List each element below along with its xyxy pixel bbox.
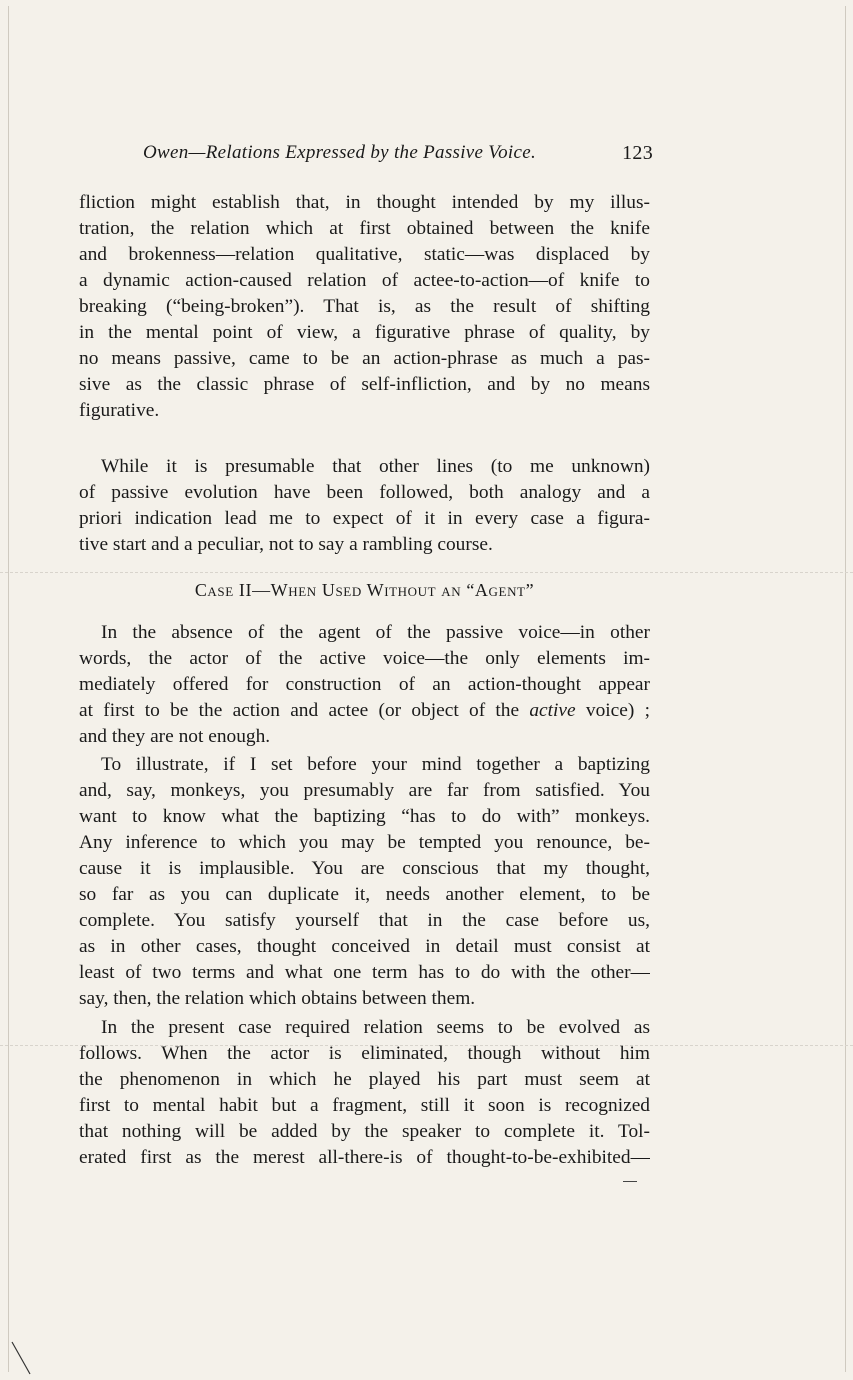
text-line: want to know what the baptizing “has to do with” monkeys. [79,806,650,827]
page-corner-mark [10,1340,32,1376]
text-line: so far as you can duplicate it, needs another element, to be [79,884,650,905]
text-line: complete. You satisfy yourself that in the case before us, [79,910,650,931]
text-line: and, say, monkeys, you presumably are far from satisfied. You [79,780,650,801]
page-number: 123 [622,142,653,164]
running-head [143,142,653,168]
text-line: In the present case required relation seems to be evolved as [101,1017,650,1038]
text-line: and they are not enough. [79,726,271,747]
paragraph [79,190,650,424]
paragraph [79,1015,650,1171]
text-line: breaking (“being-broken”). That is, as the result of shifting [79,296,650,317]
text-line: Any inference to which you may be tempted you renounce, be- [79,832,650,853]
text-line: words, the actor of the active voice—the only elements im- [79,648,650,669]
text-line: mediately offered for construction of an action-thought appear [79,674,650,695]
printer-mark [623,1181,637,1182]
running-title: Owen—Relations Expressed by the Passive Voice. [143,142,537,163]
text-line: of passive evolution have been followed, both analogy and a [79,482,650,503]
text-line: erated first as the merest all-there-is of thought-to-be-exhibited— [79,1147,650,1168]
fold-line [0,572,853,573]
text-line: tration, the relation which at first obtained between the knife [79,218,650,239]
paragraph [79,620,650,750]
text-line: a dynamic action-caused relation of actee-to-action—of knife to [79,270,650,291]
text-line: least of two terms and what one term has to do with the other— [79,962,650,983]
text-line: and brokenness—relation qualitative, static—was displaced by [79,244,650,265]
paragraph [79,752,650,1012]
text-line: first to mental habit but a fragment, still it soon is recognized [79,1095,650,1116]
text-line: In the absence of the agent of the passive voice—in other [101,622,650,643]
text-line: follows. When the actor is eliminated, though without him [79,1043,650,1064]
text-line: priori indication lead me to expect of it in every case a figura- [79,508,650,529]
text-line: sive as the classic phrase of self-infliction, and by no means [79,374,650,395]
text-span: at first to be the action and actee (or object of the [79,700,530,721]
italic-word: active [529,700,576,721]
section-heading: Case II—When Used Without an “Agent” [194,580,535,600]
paragraph [79,454,650,558]
text-line: the phenomenon in which he played his part must seem at [79,1069,650,1090]
text-line: as in other cases, thought conceived in detail must consist at [79,936,650,957]
text-line: tive start and a peculiar, not to say a rambling course. [79,534,493,555]
text-line [79,698,650,724]
text-span: voice) ; [575,700,650,721]
text-line: say, then, the relation which obtains between them. [79,988,476,1009]
text-line: While it is presumable that other lines (to me unknown) [101,456,650,477]
text-line: To illustrate, if I set before your mind together a baptizing [101,754,650,775]
text-line: no means passive, came to be an action-phrase as much a pas- [79,348,650,369]
text-line: cause it is implausible. You are conscious that my thought, [79,858,650,879]
text-line: fliction might establish that, in thought intended by my illus- [79,192,650,213]
text-line: that nothing will be added by the speaker to complete it. Tol- [79,1121,650,1142]
text-line: in the mental point of view, a figurative phrase of quality, by [79,322,650,343]
text-line: figurative. [79,400,160,421]
